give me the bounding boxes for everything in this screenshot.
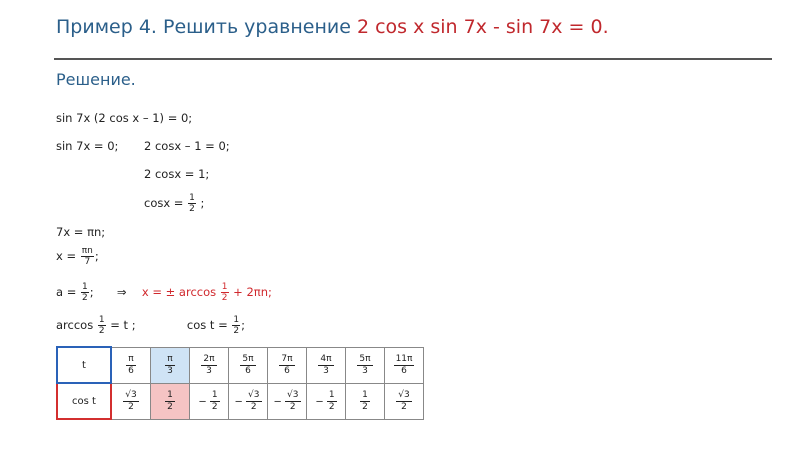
fraction-numerator: 1 [82, 282, 88, 292]
title-mid: . Решить уравнение [150, 16, 357, 38]
t-cell [268, 347, 307, 383]
fraction-denominator: 6 [284, 365, 290, 376]
fraction-denominator: 3 [167, 365, 173, 376]
title-equation: 2 cos x sin 7x - sin 7x = 0 [356, 16, 603, 38]
fraction-numerator: 1 [221, 282, 228, 292]
fraction-denominator: 6 [128, 365, 134, 376]
t-cell [190, 347, 229, 383]
fraction [394, 354, 415, 377]
fraction-denominator: 6 [401, 365, 407, 376]
table-row-cos [57, 383, 424, 419]
fraction [126, 354, 135, 377]
table-row-t [57, 347, 424, 383]
fraction-numerator: √3 [248, 389, 260, 400]
fraction [285, 390, 300, 413]
fraction-denominator: 2 [167, 401, 173, 412]
fraction-numerator: 4π [320, 353, 332, 364]
t-cell [346, 347, 385, 383]
fraction-numerator: 2π [203, 353, 215, 364]
fraction [232, 315, 240, 336]
fraction-denominator: 2 [250, 401, 257, 412]
fraction [396, 390, 411, 413]
fraction-numerator: 1 [362, 389, 368, 400]
answer [141, 282, 272, 303]
fraction [81, 282, 89, 303]
fraction-numerator: 5π [359, 353, 371, 364]
step-8 [56, 315, 245, 336]
fraction-denominator: 2 [128, 401, 134, 412]
fraction-numerator: 5π [242, 353, 254, 364]
cos-cell [190, 383, 229, 419]
step-7 [56, 282, 272, 303]
fraction [279, 354, 294, 377]
fraction-denominator: 3 [206, 365, 212, 376]
fraction [165, 354, 174, 377]
t-cell [111, 347, 151, 383]
fraction-numerator: 1 [167, 389, 173, 400]
cos-cell [111, 383, 151, 419]
step-7-post: ; [89, 285, 94, 299]
answer-post: + 2πn; [229, 285, 272, 299]
fraction-numerator: 1 [211, 389, 218, 400]
cos-cell [385, 383, 424, 419]
title-period: . [602, 16, 609, 38]
fraction-denominator: 2 [98, 326, 105, 336]
fraction-numerator: 1 [189, 193, 195, 203]
fraction [188, 193, 196, 214]
t-cell-highlighted [151, 347, 190, 383]
implies-arrow: ⇒ [116, 285, 127, 299]
fraction [165, 390, 175, 413]
fraction-denominator: 2 [401, 401, 407, 412]
fraction-denominator: 6 [245, 365, 251, 376]
fraction [221, 282, 229, 303]
fraction-denominator: 2 [233, 326, 240, 336]
fraction-numerator: √3 [398, 389, 410, 400]
fraction [210, 390, 220, 413]
t-cell [229, 347, 268, 383]
t-cell [307, 347, 346, 383]
fraction-denominator: 3 [362, 365, 368, 376]
step-5: 7x = πn; [56, 225, 106, 239]
step-6 [56, 246, 99, 267]
solution-heading: Решение. [56, 70, 136, 89]
fraction-denominator: 2 [189, 204, 195, 214]
fraction-numerator: 1 [328, 389, 335, 400]
cos-cell [307, 383, 346, 419]
fraction-numerator: πn [81, 246, 93, 256]
step-6-post: ; [94, 249, 99, 263]
fraction [240, 354, 255, 377]
cos-cell-highlighted [151, 383, 190, 419]
cos-cell [346, 383, 385, 419]
answer-pre: x = ± arccos [141, 285, 220, 299]
step-2b: 2 cosx – 1 = 0; [144, 139, 230, 153]
step-8b-post: ; [241, 318, 245, 332]
fraction [246, 390, 261, 413]
step-8-pre: arccos [56, 318, 97, 332]
fraction-denominator: 2 [289, 401, 296, 412]
fraction [360, 390, 370, 413]
step-8-post: = t ; [106, 318, 136, 332]
cos-cell [229, 383, 268, 419]
fraction-denominator: 2 [328, 401, 335, 412]
step-3: 2 cosx = 1; [144, 167, 210, 181]
values-table [56, 346, 424, 420]
fraction-numerator: π [128, 353, 134, 364]
fraction [98, 315, 106, 336]
fraction-denominator: 2 [362, 401, 368, 412]
fraction [357, 354, 372, 377]
fraction-denominator: 2 [211, 401, 218, 412]
fraction-denominator: 2 [221, 293, 228, 303]
step-7-pre: a = [56, 285, 80, 299]
minus-sign: − [198, 396, 210, 407]
fraction-numerator: π [167, 353, 173, 364]
row-label-cos: cos t [57, 383, 111, 419]
fraction [81, 246, 94, 267]
fraction-denominator: 3 [323, 365, 329, 376]
fraction-numerator: 11π [395, 353, 413, 364]
step-6-pre: x = [56, 249, 80, 263]
fraction-denominator: 7 [84, 257, 91, 267]
fraction [123, 390, 138, 413]
fraction-numerator: 7π [281, 353, 293, 364]
row-label-t: t [57, 347, 111, 383]
step-4-pre: cosx = [144, 196, 188, 210]
fraction [327, 390, 337, 413]
page-title [56, 16, 609, 38]
step-1: sin 7x (2 cos x – 1) = 0; [56, 111, 193, 125]
minus-sign: − [234, 396, 247, 407]
t-cell [385, 347, 424, 383]
minus-sign: − [315, 396, 327, 407]
cos-cell [268, 383, 307, 419]
fraction-numerator: 1 [98, 315, 105, 325]
title-prefix: Пример 4 [56, 16, 151, 38]
fraction-denominator: 2 [82, 293, 88, 303]
fraction-numerator: √3 [125, 389, 137, 400]
fraction [201, 354, 216, 377]
step-8b-pre: cos t = [186, 318, 232, 332]
step-2a: sin 7x = 0; [56, 139, 119, 153]
step-4 [144, 193, 204, 214]
title-divider [54, 58, 772, 60]
step-4-post: ; [196, 196, 205, 210]
fraction-numerator: 1 [233, 315, 240, 325]
fraction-numerator: √3 [287, 389, 299, 400]
fraction [318, 354, 333, 377]
minus-sign: − [273, 396, 286, 407]
